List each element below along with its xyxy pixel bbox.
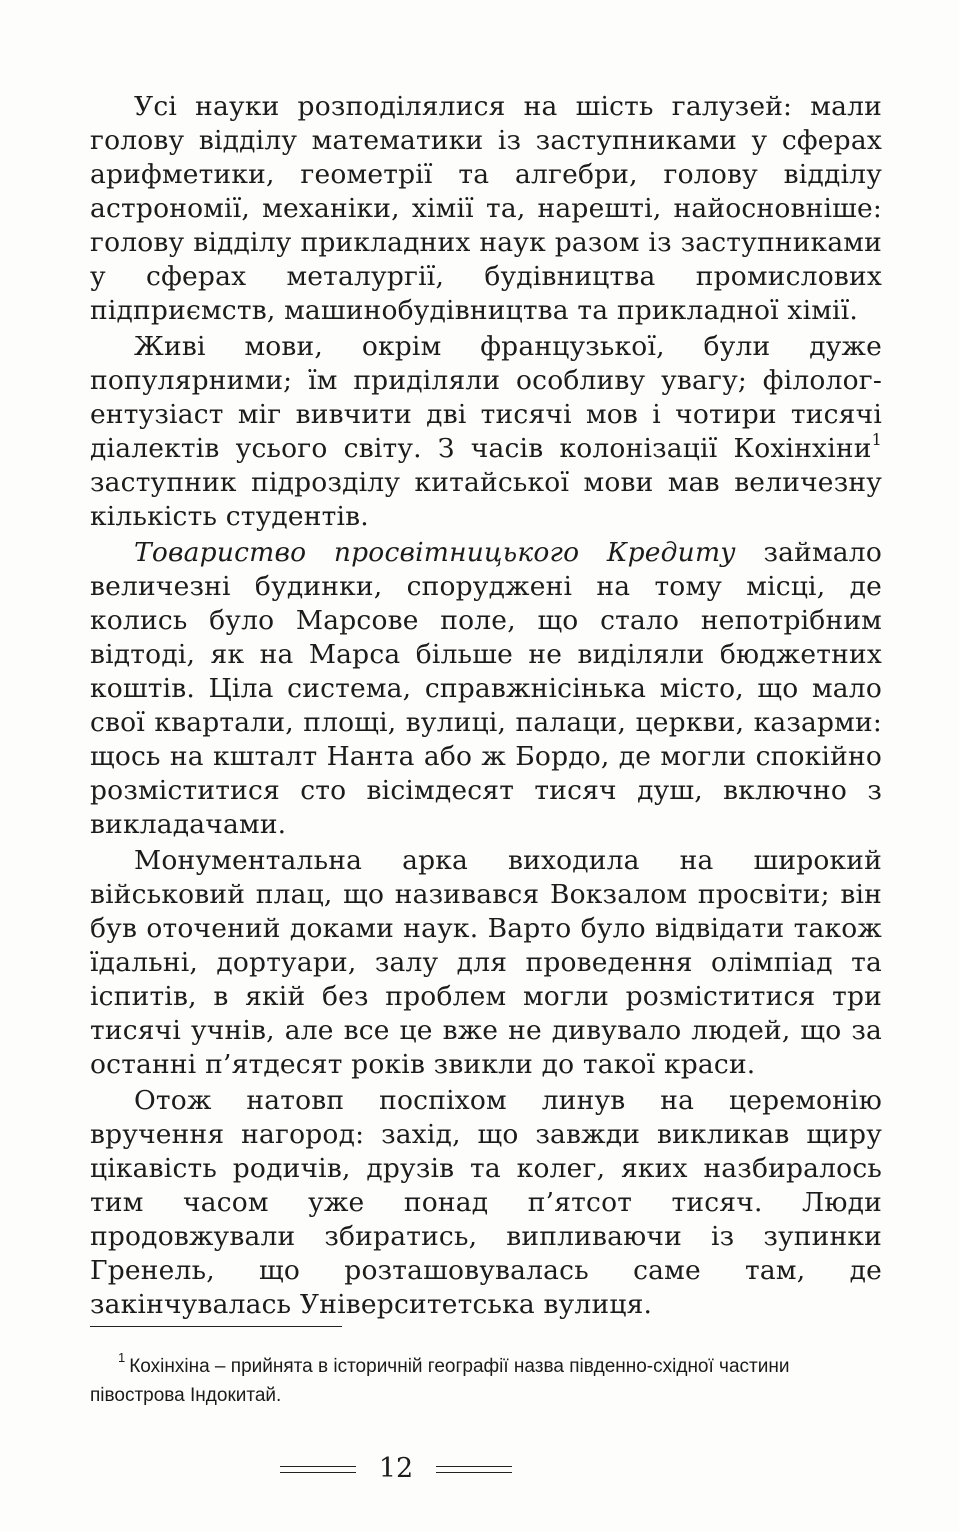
paragraph: Усі науки розподілялися на шість галузей: мали голову відділу математики із заступниками у сферах арифметики, геометрії та алгебри, голову відділу астрономії, механіки, хімії та, нарешті, найосновніше: голову відділу прикладних наук разом із заступниками у сферах металургії, будівництва промислових підприємств, машинобудівництва та прикладної хімії. — [90, 91, 882, 326]
right-double-rule — [436, 1466, 512, 1473]
left-double-rule — [280, 1466, 356, 1473]
footnote — [90, 1349, 885, 1410]
page-number: 12 — [378, 1453, 414, 1484]
paragraph: Отож натовп поспіхом линув на церемонію вручення нагород: захід, що завжди викликав щиру цікавість родичів, друзів та колег, яких назбиралось тим часом уже понад п’ятсот тисяч. Люди продовжували збиратись, випливаючи із зупинки Гренель, що розташовувалась саме там, де закінчувалась Університетська вулиця. — [90, 1085, 882, 1320]
footnote-marker: 1 — [118, 1349, 126, 1365]
body-text — [90, 90, 882, 1322]
book-page — [90, 90, 882, 1510]
footnote-divider — [90, 1326, 342, 1327]
footnote-reference[interactable]: 1 — [871, 430, 882, 450]
italic-title: Товариство просвітницького Кредиту — [134, 537, 736, 568]
paragraph: Живі мови, окрім французької, були дуже популярними; їм приділяли особливу увагу; філолог-ентузіаст міг вивчити дві тисячі мов і чотири тисячі діалектів усього світу. З часів колонізації Кохінхіни$^1$ заступник підрозділу китайської мови мав величезну кількість студентів. — [90, 331, 882, 532]
page-number-block — [280, 1452, 512, 1486]
footnote-text: Кохінхіна – прийнята в історичній географії назва південно-східної частини півострова Індокитай. — [90, 1356, 790, 1406]
paragraph: Монументальна арка виходила на широкий військовий плац, що називався Вокзалом просвіти; він був оточений доками наук. Варто було відвідати також їдальні, дортуари, залу для проведення олімпіад та іспитів, в якій без проблем могли розміститися три тисячі учнів, але все це вже не дивувало людей, що за останні п’ятдесят років звикли до такої краси. — [90, 845, 882, 1080]
paragraph: Товариство просвітницького Кредиту займало величезні будинки, споруджені на тому місці, де колись було Марсове поле, що стало непотрібним відтоді, як на Марса більше не виділяли бюджетних коштів. Ціла система, справжнісінька місто, що мало свої квартали, площі, вулиці, палаци, церкви, казарми: щось на кшталт Нанта або ж Бордо, де могли спокійно розміститися сто вісімдесят тисяч душ, включно з викладачами. — [90, 537, 882, 840]
